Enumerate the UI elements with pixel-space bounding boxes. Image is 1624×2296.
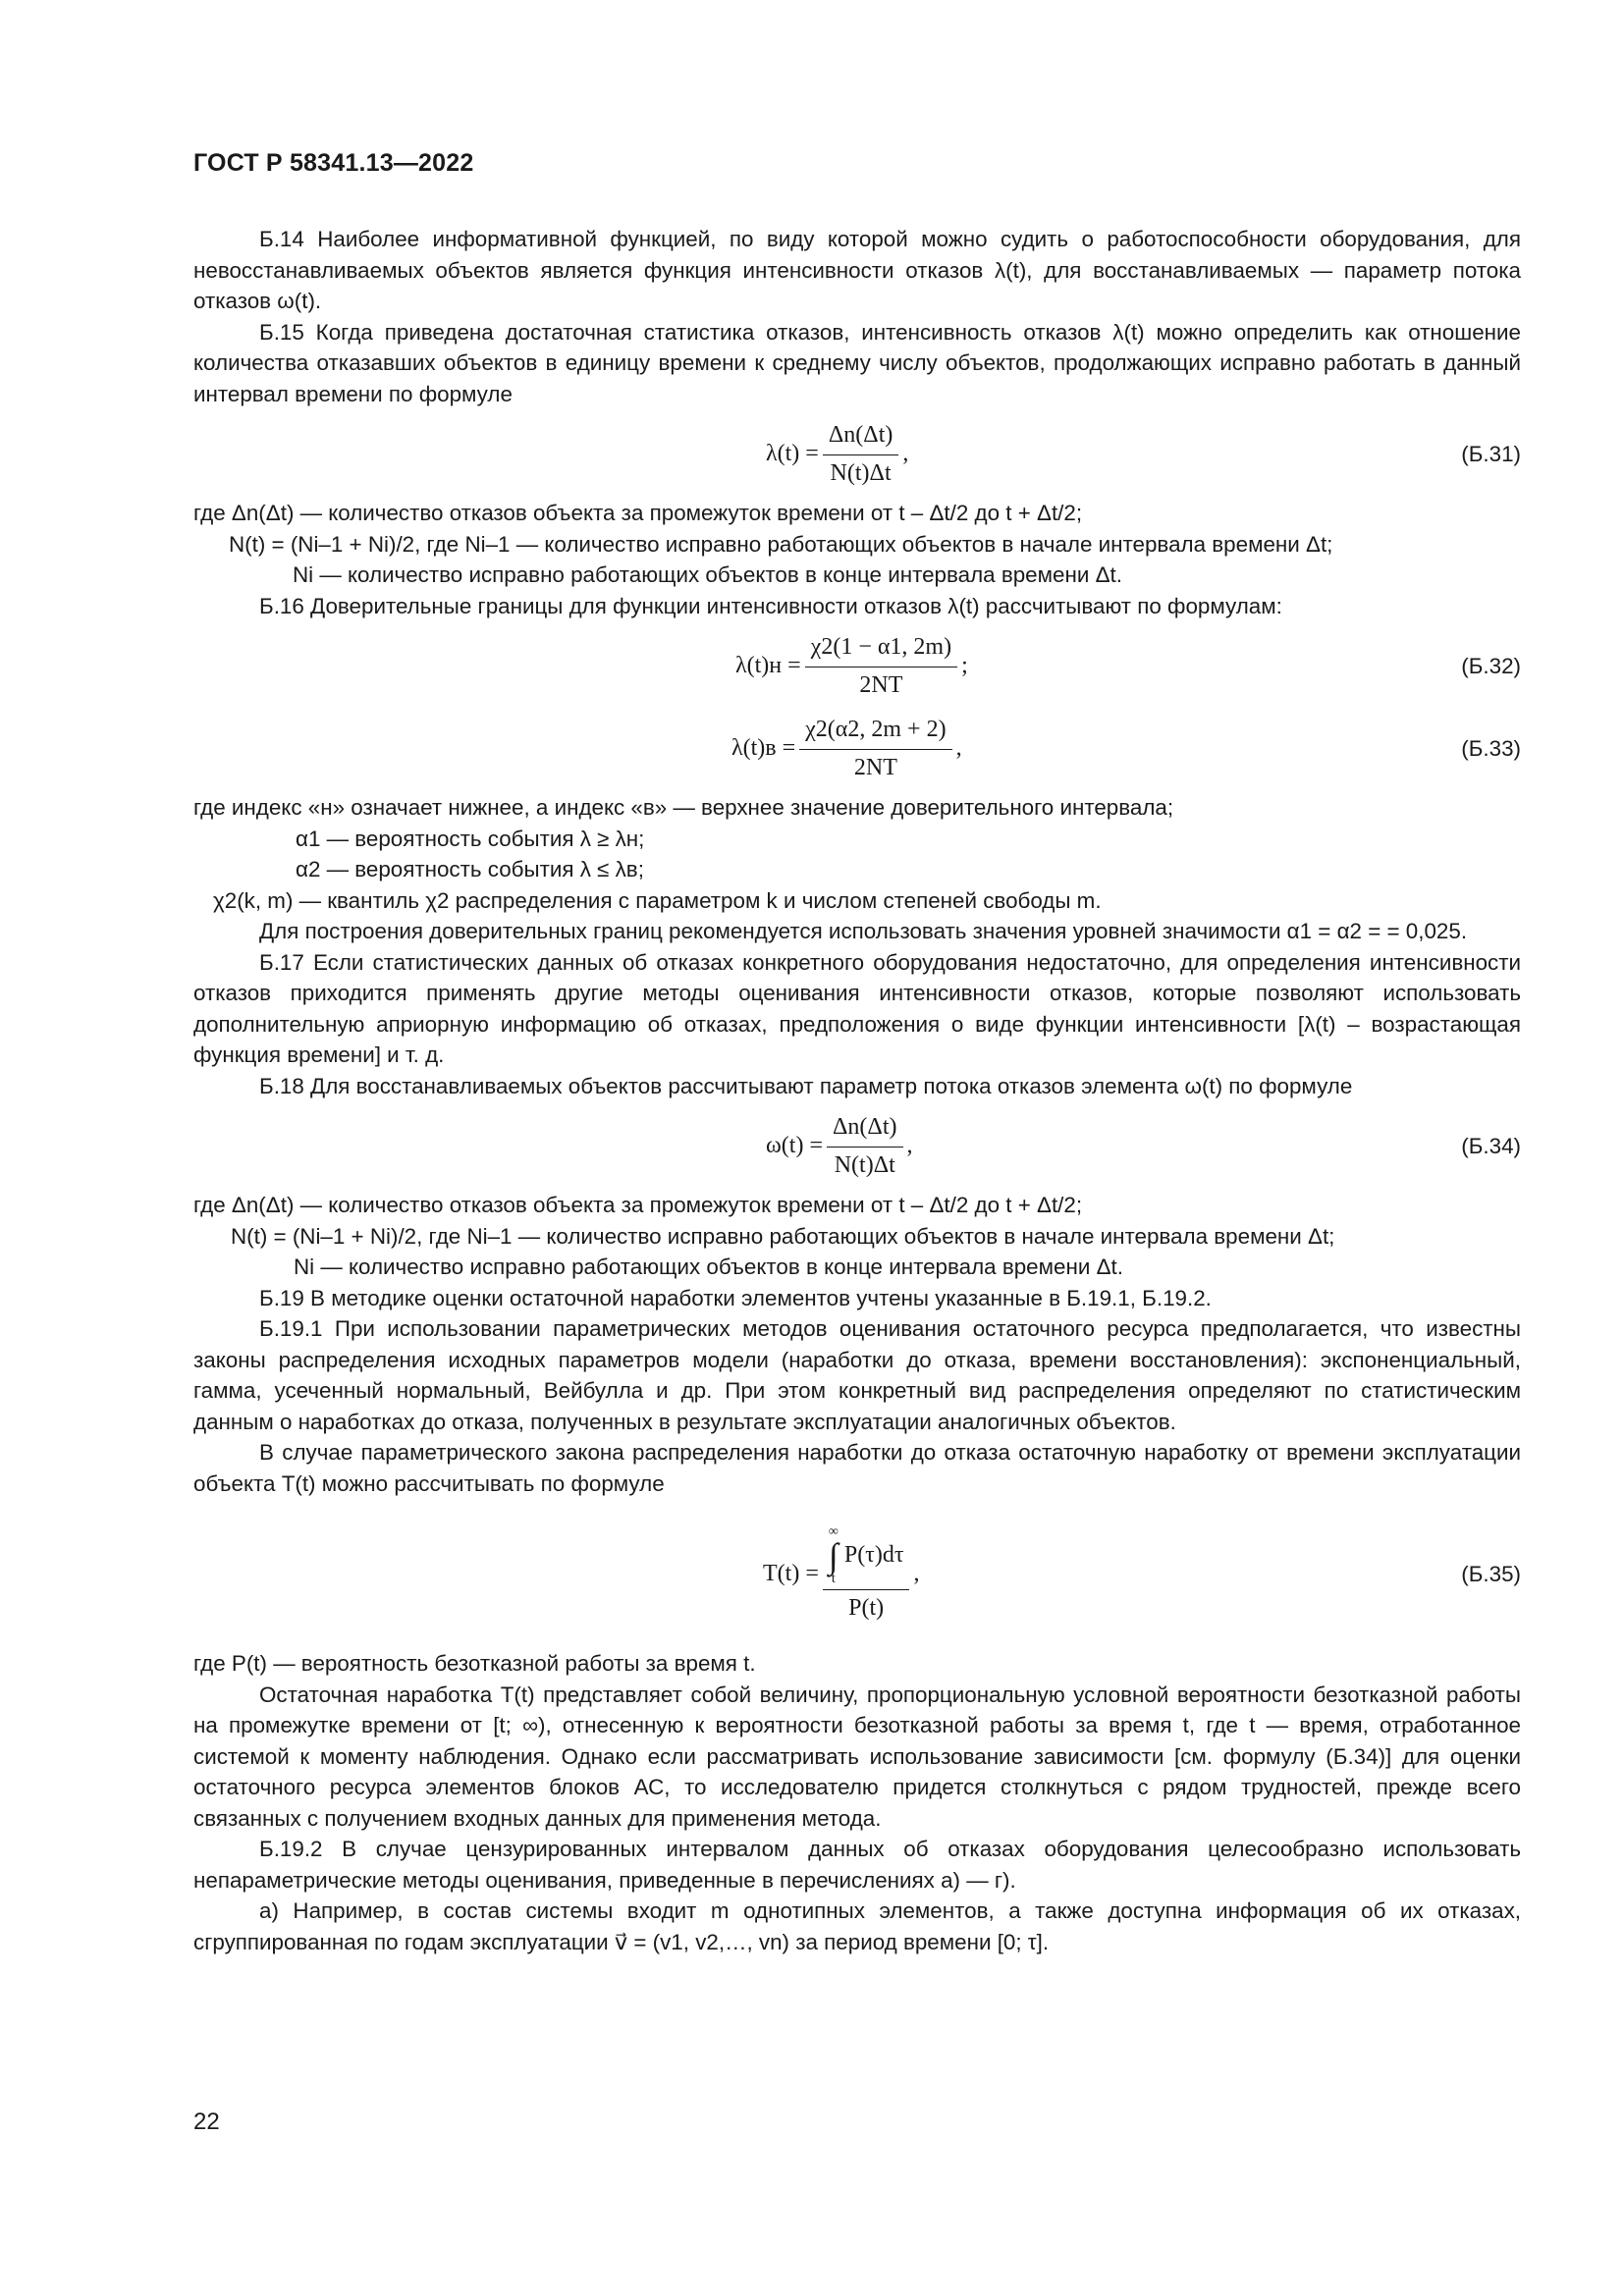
paragraph-a: а) Например, в состав системы входит m однотипных элементов, а также доступна информация об их отказах, сгруппированная по годам эксплуатации v⃗ = (v1, v2,…, vn) за период времени [0; τ]. xyxy=(193,1898,1521,1954)
formula-number: (Б.34) xyxy=(1461,1134,1521,1159)
where-line: χ2(k, m) — квантиль χ2 распределения с параметром k и числом степеней свободы m. xyxy=(213,887,1102,913)
where-line: N(t) = (Ni–1 + Ni)/2, где Ni–1 — количество исправно работающих объектов в начале интервала времени Δt; xyxy=(229,531,1333,557)
fraction xyxy=(827,1112,903,1181)
formula-punct: , xyxy=(913,1561,920,1587)
where-line: Ni — количество исправно работающих объектов в конце интервала времени Δt. xyxy=(294,1255,1123,1279)
formula-lhs: λ(t)н = xyxy=(735,653,801,679)
where-line: N(t) = (Ni–1 + Ni)/2, где Ni–1 — количество исправно работающих объектов в начале интервала времени Δt; xyxy=(231,1223,1335,1249)
paragraph-parametric: В случае параметрического закона распределения наработки до отказа остаточную наработку от времени эксплуатации объекта T(t) можно рассчитывать по формуле xyxy=(193,1440,1521,1496)
paragraph-levels: Для построения доверительных границ рекомендуется использовать значения уровней значимости α1 = α2 = = 0,025. xyxy=(259,919,1468,943)
formula-lhs: λ(t)в = xyxy=(731,735,796,762)
fraction xyxy=(805,632,957,701)
integral-upper-limit: ∞ xyxy=(828,1523,839,1539)
formula-b35 xyxy=(193,1507,1521,1642)
where-line: где Δn(Δt) — количество отказов объекта за промежуток времени от t – Δt/2 до t + Δt/2; xyxy=(193,1193,1083,1217)
where-line: α2 — вероятность события λ ≤ λв; xyxy=(296,857,644,881)
fraction-denominator: P(t) xyxy=(848,1594,885,1621)
where-line: где Δn(Δt) — количество отказов объекта за промежуток времени от t – Δt/2 до t + Δt/2; xyxy=(193,501,1083,525)
formula-punct: , xyxy=(955,735,962,762)
formula-number: (Б.32) xyxy=(1461,654,1521,679)
fraction-denominator: 2NT xyxy=(859,671,903,698)
fraction xyxy=(823,420,899,489)
fraction xyxy=(823,1525,910,1625)
integral-symbol: ∫ xyxy=(828,1535,839,1575)
integral-lower-limit: t xyxy=(831,1571,836,1586)
fraction-numerator: χ2(α2, 2m + 2) xyxy=(799,715,951,750)
paragraph-b16: Б.16 Доверительные границы для функции интенсивности отказов λ(t) рассчитывают по формулам: xyxy=(259,593,1282,618)
document-header: ГОСТ Р 58341.13—2022 xyxy=(193,149,474,177)
where-line: где индекс «н» означает нижнее, а индекс «в» — верхнее значение доверительного интервала; xyxy=(193,795,1174,820)
formula-b31 xyxy=(193,417,1521,492)
formula-number: (Б.33) xyxy=(1461,736,1521,762)
fraction-denominator: 2NT xyxy=(853,754,897,780)
page-number: 22 xyxy=(193,2109,220,2135)
paragraph-b19: Б.19 В методике оценки остаточной наработки элементов учтены указанные в Б.19.1, Б.19.2. xyxy=(259,1285,1212,1310)
where-line: Ni — количество исправно работающих объектов в конце интервала времени Δt. xyxy=(293,562,1122,587)
paragraph-b19-2: Б.19.2 В случае цензурированных интервалом данных об отказах оборудования целесообразно использовать непараметрические методы оценивания, приведенные в перечислениях а) — г). xyxy=(193,1837,1521,1893)
paragraph-b15: Б.15 Когда приведена достаточная статистика отказов, интенсивность отказов λ(t) можно определить как отношение количества отказавших объектов в единицу времени к среднему числу объектов, продолжающих исправно работать в данный интервал времени по формуле xyxy=(193,319,1521,406)
paragraph-b18: Б.18 Для восстанавливаемых объектов рассчитывают параметр потока отказов элемента ω(t) по формуле xyxy=(259,1073,1353,1098)
fraction-denominator: N(t)Δt xyxy=(834,1151,895,1178)
fraction xyxy=(799,715,951,783)
formula-b34 xyxy=(193,1109,1521,1184)
paragraph-b14: Б.14 Наиболее информативной функцией, по виду которой можно судить о работоспособности оборудования, для невосстанавливаемых объектов является функция интенсивности отказов λ(t), для восстанавливаемых — параметр потока отказов ω(t). xyxy=(193,227,1521,313)
formula-punct: , xyxy=(902,441,909,467)
paragraph-b17: Б.17 Если статистических данных об отказах конкретного оборудования недостаточно, для определения интенсивности отказов приходится применять другие методы оценивания интенсивности отказов, которые позволяют использовать дополнительную априорную информацию об отказах, предположения о виде функции интенсивности [λ(t) – возрастающая функция времени] и т. д. xyxy=(193,949,1521,1067)
formula-b33 xyxy=(193,712,1521,786)
paragraph-residual: Остаточная наработка T(t) представляет собой величину, пропорциональную условной вероятности безотказной работы на промежутке времени от [t; ∞), отнесенную к вероятности безотказной работы за время t, где t — время, отработанное системой к моменту наблюдения. Однако если рассматривать использование зависимости [см. формулу (Б.34)] для оценки остаточного ресурса элементов блоков АС, то исследователю придется столкнуться с рядом трудностей, прежде всего связанных с получением входных данных для применения метода. xyxy=(193,1682,1521,1831)
fraction-numerator: χ2(1 − α1, 2m) xyxy=(805,632,957,667)
paragraph-b19-1: Б.19.1 При использовании параметрических методов оценивания остаточного ресурса предполагается, что известны законы распределения исходных параметров модели (наработки до отказа, времени восстановления): экспоненциальный, гамма, усеченный нормальный, Вейбулла и др. При этом конкретный вид распределения определяют по статистическим данным о наработках до отказа, полученных в результате эксплуатации аналогичных объектов. xyxy=(193,1316,1521,1434)
formula-lhs: ω(t) = xyxy=(766,1133,823,1159)
fraction-denominator: N(t)Δt xyxy=(830,459,892,486)
integrand: P(τ)dτ xyxy=(843,1542,904,1568)
document-body xyxy=(193,224,1521,1957)
formula-b32 xyxy=(193,629,1521,704)
integral-sign xyxy=(829,1525,840,1586)
formula-lhs: λ(t) = xyxy=(766,441,819,467)
where-line: α1 — вероятность события λ ≥ λн; xyxy=(296,826,645,851)
formula-number: (Б.35) xyxy=(1461,1562,1521,1587)
formula-punct: ; xyxy=(961,653,968,679)
formula-punct: , xyxy=(906,1133,913,1159)
formula-lhs: T(t) = xyxy=(763,1561,819,1587)
fraction-numerator: Δn(Δt) xyxy=(827,1112,903,1148)
formula-number: (Б.31) xyxy=(1461,442,1521,467)
fraction-numerator xyxy=(823,1525,910,1590)
fraction-numerator: Δn(Δt) xyxy=(823,420,899,455)
where-line: где P(t) — вероятность безотказной работы за время t. xyxy=(193,1651,756,1676)
